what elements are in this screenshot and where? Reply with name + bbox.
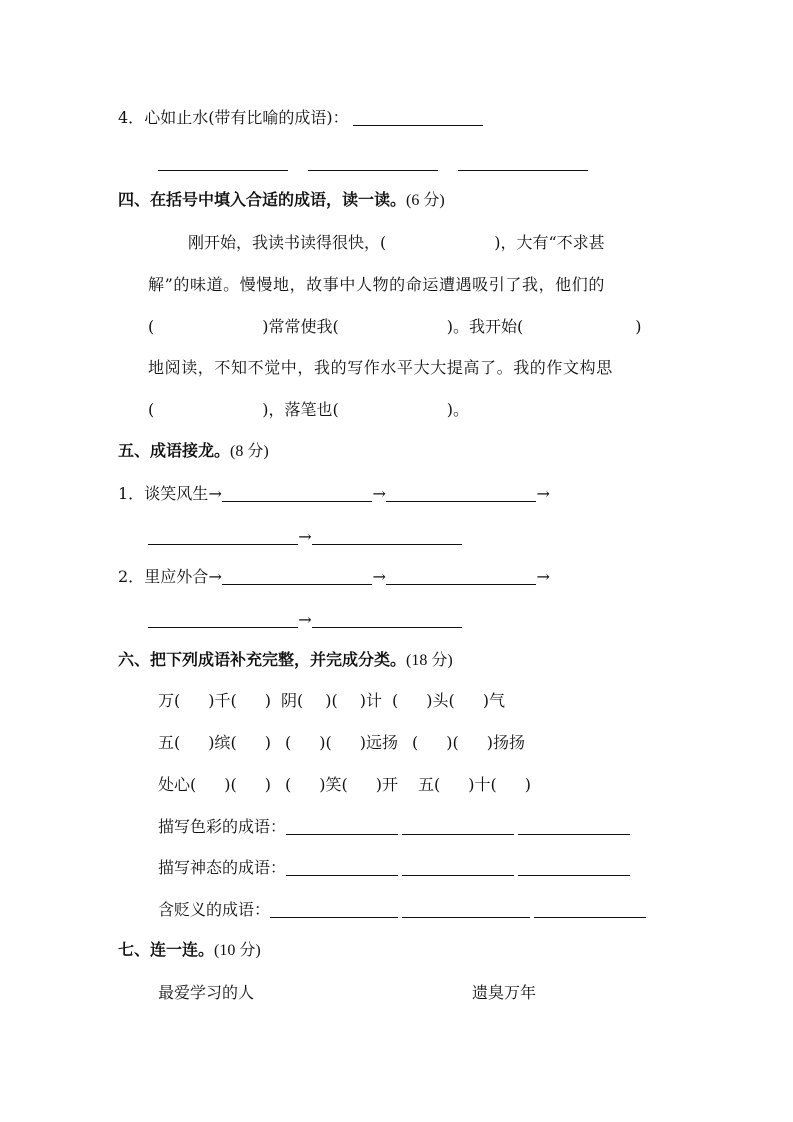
answer-blank[interactable] xyxy=(353,109,483,126)
idiom-fragment: ( xyxy=(284,775,292,794)
answer-blank[interactable] xyxy=(286,859,398,876)
idiom-fragment: )扬扬 xyxy=(486,733,525,752)
idiom-fragment: )( xyxy=(319,733,332,752)
idiom-fragment: )气 xyxy=(482,691,505,710)
idiom-fragment: ( xyxy=(391,691,399,710)
q4-blanks-line xyxy=(158,153,588,173)
answer-blank[interactable] xyxy=(518,818,630,835)
idiom-fragment: ( xyxy=(411,733,419,752)
category-label: 描写色彩的成语： xyxy=(158,817,287,836)
category-color xyxy=(158,817,630,837)
match-left-1[interactable]: 最爱学习的人 xyxy=(158,983,255,1002)
section5-points: (8 分) xyxy=(230,443,269,460)
idiom-fragment: )笑( xyxy=(319,775,348,794)
answer-blank[interactable] xyxy=(312,611,462,628)
chain-item-2 xyxy=(118,567,550,587)
section4-points: (6 分) xyxy=(406,192,445,209)
idiom-fragment: )千( xyxy=(208,691,237,710)
answer-blank[interactable] xyxy=(286,818,398,835)
category-expression xyxy=(158,858,630,878)
arrow-icon: → xyxy=(298,527,312,546)
section4-heading xyxy=(118,190,445,211)
answer-blank[interactable] xyxy=(222,485,372,502)
category-label: 描写神态的成语： xyxy=(158,858,287,877)
item-number: 1． xyxy=(118,484,145,503)
chain-item-2-cont xyxy=(148,610,462,630)
chain-item-1-cont xyxy=(148,527,462,547)
idiom-fragment: ) xyxy=(264,733,271,752)
arrow-icon: → xyxy=(208,484,222,503)
section7-heading xyxy=(118,940,261,961)
idiom-fragment: )开 xyxy=(375,775,398,794)
q4-text: 心如止水(带有比喻的成语)： xyxy=(144,108,349,127)
idiom-fragment: )头( xyxy=(426,691,455,710)
answer-blank[interactable] xyxy=(158,154,288,171)
chain-item-1 xyxy=(118,484,550,504)
idiom-fragment: )远扬 xyxy=(359,733,398,752)
para-text: )，大有“不求甚 xyxy=(494,233,605,252)
para-text: )。 xyxy=(446,400,469,419)
answer-blank[interactable] xyxy=(270,901,398,918)
q4-line xyxy=(118,108,483,128)
idiom-fragment: ) xyxy=(524,775,531,794)
answer-blank[interactable] xyxy=(222,568,372,585)
idiom-fragment: 阴( xyxy=(281,691,304,710)
arrow-icon: → xyxy=(536,484,550,503)
answer-blank[interactable] xyxy=(402,901,530,918)
answer-blank[interactable] xyxy=(148,528,298,545)
section7-points: (10 分) xyxy=(214,942,261,959)
answer-blank[interactable] xyxy=(458,154,588,171)
chain-start-idiom: 谈笑风生 xyxy=(144,484,209,503)
section7-title: 七、连一连。 xyxy=(118,940,215,959)
idiom-fragment: )十( xyxy=(468,775,497,794)
answer-blank[interactable] xyxy=(518,859,630,876)
idiom-fragment: 处心( xyxy=(158,775,197,794)
section5-heading xyxy=(118,441,269,462)
q4-number: 4． xyxy=(118,108,145,127)
arrow-icon: → xyxy=(372,567,386,586)
item-number: 2． xyxy=(118,567,145,586)
idiom-fragment: ( xyxy=(285,733,292,752)
answer-blank[interactable] xyxy=(402,818,514,835)
para-text: 刚开始，我读书读得很快，( xyxy=(188,233,387,252)
idiom-row-3 xyxy=(158,775,531,795)
idiom-fragment: 五( xyxy=(417,775,441,794)
idiom-fragment: )( xyxy=(325,691,338,710)
idiom-row-1 xyxy=(158,691,505,711)
answer-blank[interactable] xyxy=(534,901,646,918)
idiom-fragment: ) xyxy=(264,691,271,710)
answer-blank[interactable] xyxy=(148,611,298,628)
para-text: )。我开始( xyxy=(446,317,524,336)
arrow-icon: → xyxy=(208,567,222,586)
section4-para-line2: 解”的味道。慢慢地，故事中人物的命运遭遇吸引了我，他们的 xyxy=(148,275,605,294)
match-right-1[interactable]: 遗臭万年 xyxy=(472,983,537,1002)
idiom-fragment: 五( xyxy=(158,733,181,752)
section4-para-line5 xyxy=(148,400,469,420)
para-text: ) xyxy=(635,317,642,336)
section6-heading xyxy=(118,650,453,671)
para-text: )，落笔也( xyxy=(262,400,339,419)
idiom-fragment: )( xyxy=(224,775,237,794)
arrow-icon: → xyxy=(372,484,386,503)
idiom-fragment: )缤( xyxy=(208,733,237,752)
para-text: )常常使我( xyxy=(262,317,339,336)
para-text: ( xyxy=(148,317,155,336)
answer-blank[interactable] xyxy=(386,568,536,585)
answer-blank[interactable] xyxy=(402,859,514,876)
idiom-fragment: 万( xyxy=(158,691,181,710)
arrow-icon: → xyxy=(298,610,312,629)
section4-title: 四、在括号中填入合适的成语，读一读。 xyxy=(118,190,407,209)
section4-para-line1 xyxy=(188,233,605,253)
idiom-row-2 xyxy=(158,733,525,753)
section6-title: 六、把下列成语补充完整，并完成分类。 xyxy=(118,650,407,669)
category-label: 含贬义的成语： xyxy=(158,900,271,919)
para-text: ( xyxy=(148,400,155,419)
section6-points: (18 分) xyxy=(406,652,453,669)
section5-title: 五、成语接龙。 xyxy=(118,441,231,460)
idiom-fragment: )( xyxy=(446,733,459,752)
answer-blank[interactable] xyxy=(308,154,438,171)
answer-blank[interactable] xyxy=(386,485,536,502)
section4-para-line3 xyxy=(148,317,642,337)
answer-blank[interactable] xyxy=(312,528,462,545)
idiom-fragment: ) xyxy=(264,775,271,794)
chain-start-idiom: 里应外合 xyxy=(144,567,209,586)
idiom-fragment: )计 xyxy=(359,691,382,710)
arrow-icon: → xyxy=(536,567,550,586)
section4-para-line4: 地阅读，不知不觉中，我的写作水平大大提高了。我的作文构思 xyxy=(148,358,613,377)
category-derogatory xyxy=(158,900,646,920)
